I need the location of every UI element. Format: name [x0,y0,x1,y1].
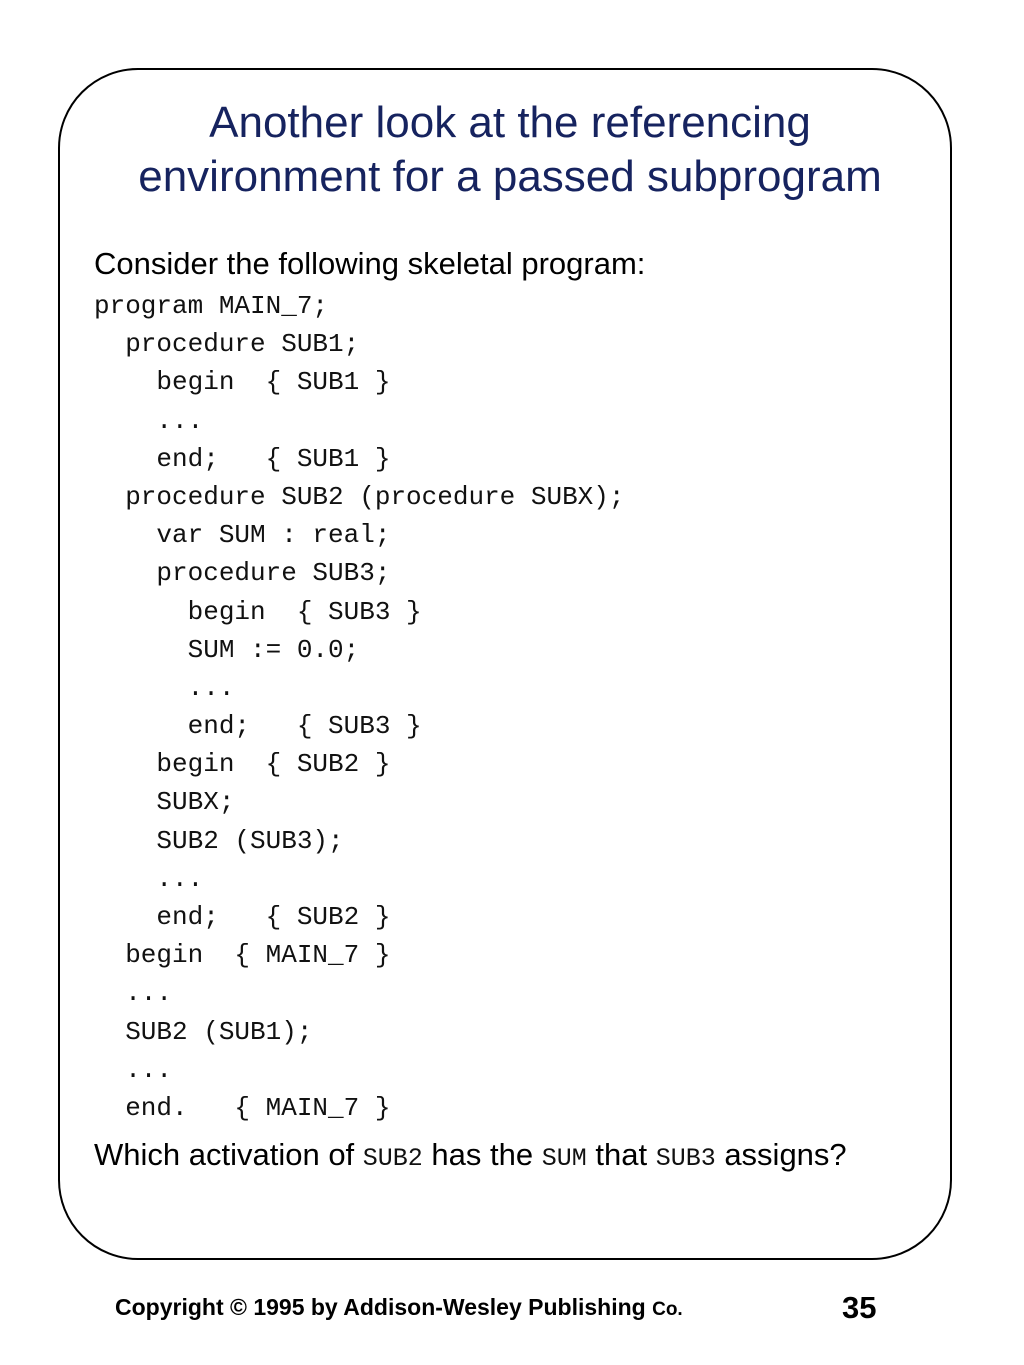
slide-title [60,96,960,204]
question-part-2: has the [422,1137,542,1172]
code-line: begin { SUB1 } [94,367,391,398]
question-text [94,1130,854,1184]
code-line: procedure SUB2 (procedure SUBX); [94,481,625,512]
title-line-1: Another look at the referencing [209,98,811,147]
code-line: procedure SUB1; [94,329,360,360]
code-line: end; { SUB1 } [94,443,391,474]
copyright-co: Co. [652,1299,683,1320]
title-line-2: environment for a passed subprogram [138,152,882,201]
code-line: SUB2 (SUB3); [94,825,344,856]
code-line: end. { MAIN_7 } [94,1092,391,1123]
question-part-1: Which activation of [94,1137,363,1172]
page-number: 35 [842,1290,877,1325]
code-line: ... [94,978,173,1009]
copyright-footer [115,1294,683,1321]
question-part-4: assigns? [715,1137,847,1172]
code-line: end; { SUB2 } [94,902,391,932]
code-line: begin { MAIN_7 } [94,940,391,971]
code-listing [94,287,625,1127]
code-line: ... [94,863,204,894]
question-code-sub2: SUB2 [362,1144,423,1173]
code-line: SUBX; [94,787,235,818]
code-line: program MAIN_7; [94,291,329,321]
code-line: SUM := 0.0; [94,634,360,665]
question-part-3: that [586,1137,656,1172]
code-line: ... [94,405,204,436]
code-line: procedure SUB3; [94,558,391,589]
code-line: end; { SUB3 } [94,711,422,742]
code-line: SUB2 (SUB1); [94,1016,313,1047]
code-line: begin { SUB2 } [94,749,391,780]
copyright-text: Copyright © 1995 by Addison-Wesley Publishing [115,1294,646,1320]
code-line: var SUM : real; [94,520,391,551]
question-code-sub3: SUB3 [655,1144,716,1173]
code-line: ... [94,672,235,703]
code-line: begin { SUB3 } [94,596,422,627]
code-line: ... [94,1054,173,1085]
question-code-sum: SUM [541,1144,587,1173]
intro-text: Consider the following skeletal program: [94,246,646,281]
